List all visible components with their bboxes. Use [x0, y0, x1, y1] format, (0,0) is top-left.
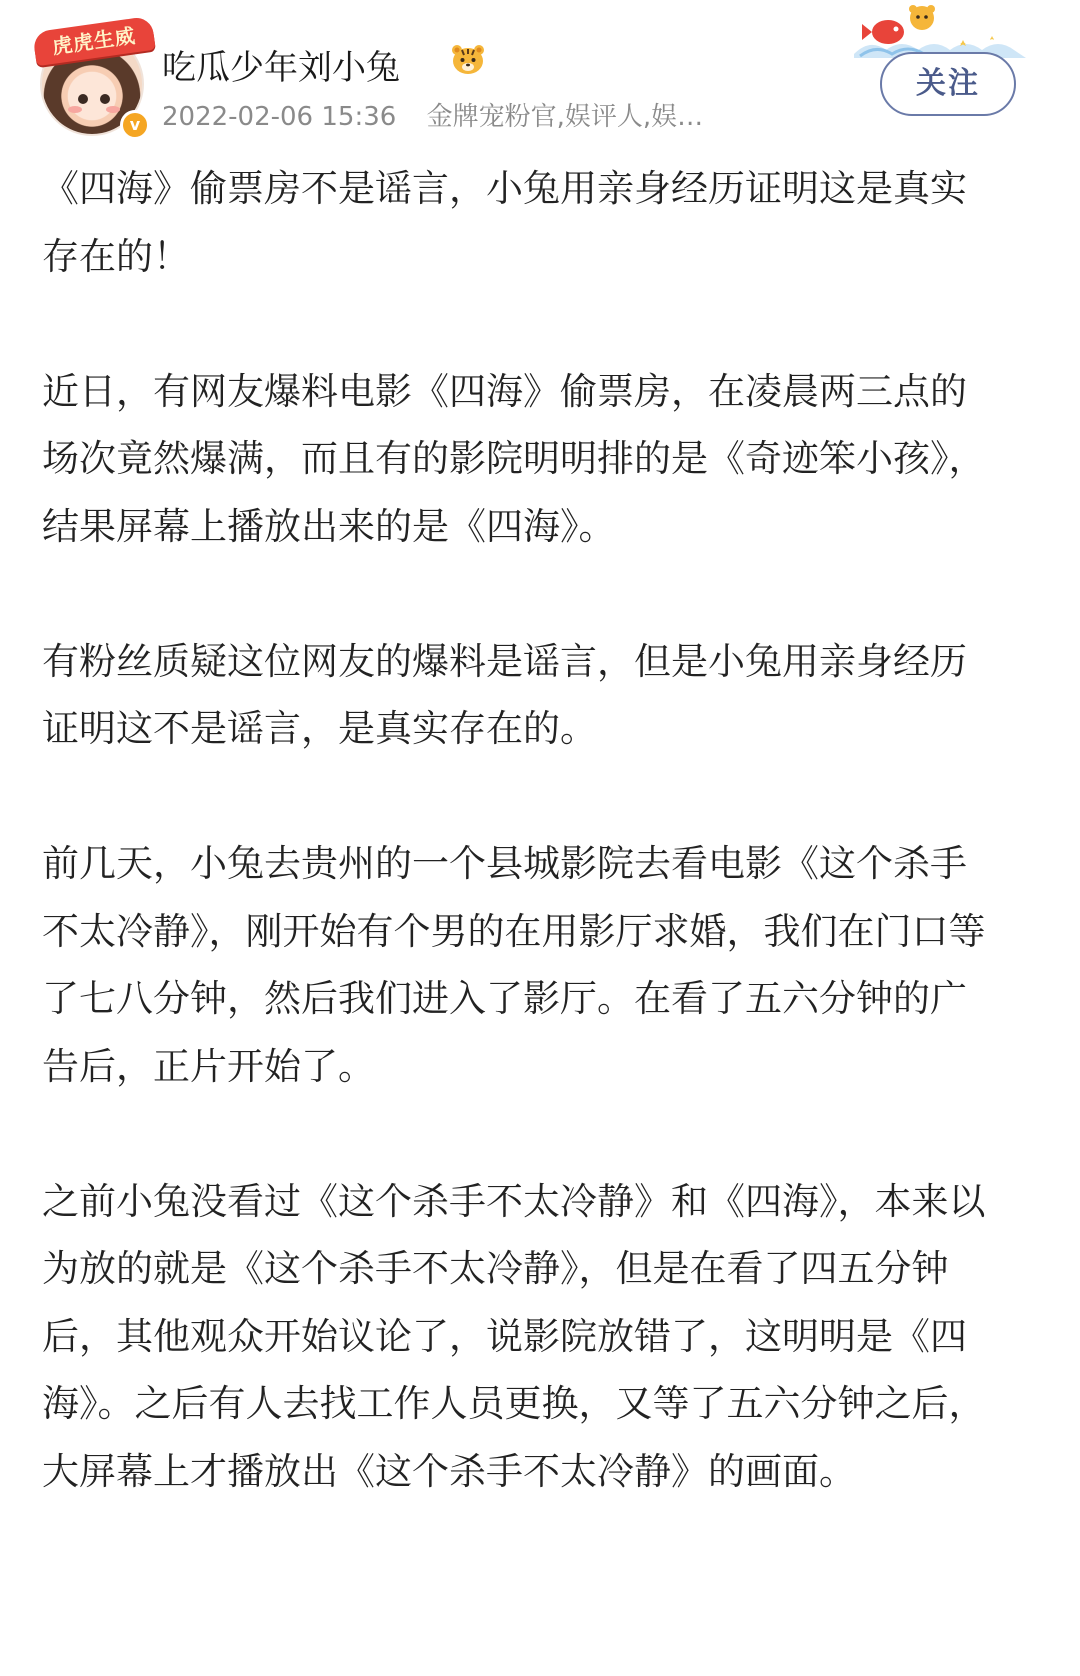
author-tags: 金牌宠粉官,娱评人,娱… — [426, 102, 704, 132]
post-paragraph: 之前小兔没看过《这个杀手不太冷静》和《四海》，本来以为放的就是《这个杀手不太冷静》，但是在看了四五分钟后，其他观众开始议论了，说影院放错了，这明明是《四海》。之后有人去找工作人员更换，又等了五六分钟之后，大屏幕上才播放出《这个杀手不太冷静》的画面。 — [42, 1179, 986, 1493]
new-year-decoration-icon — [850, 0, 1030, 60]
post-paragraph: 近日，有网友爆料电影《四海》偷票房，在凌晨两三点的场次竟然爆满，而且有的影院明明排的是《奇迹笨小孩》，结果屏幕上播放出来的是《四海》。 — [42, 369, 986, 548]
post-header — [0, 0, 1080, 150]
post-paragraph: 有粉丝质疑这位网友的爆料是谣言，但是小兔用亲身经历证明这不是谣言，是真实存在的。 — [42, 639, 967, 750]
post-paragraph: 前几天，小兔去贵州的一个县城影院去看电影《这个杀手不太冷静》，刚开始有个男的在用影厅求婚，我们在门口等了七八分钟，然后我们进入了影厅。在看了五六分钟的广告后，正片开始了。 — [42, 842, 986, 1088]
post-meta — [162, 96, 703, 133]
avatar-blush-right — [106, 106, 120, 113]
avatar-blush-left — [68, 106, 82, 113]
avatar-eye-left — [78, 94, 88, 104]
avatar-eye-right — [100, 94, 110, 104]
follow-button[interactable]: 关注 — [880, 52, 1016, 116]
post-timestamp: 2022-02-06 15:36 — [162, 102, 397, 132]
author-name[interactable]: 吃瓜少年刘小兔 — [162, 48, 400, 88]
author-avatar[interactable] — [40, 24, 152, 136]
post-paragraph: 《四海》偷票房不是谣言，小兔用亲身经历证明这是真实存在的！ — [42, 167, 967, 278]
post-body — [42, 155, 1002, 1573]
avatar-frame-badge: 虎虎生威 — [32, 16, 156, 66]
verified-icon: v — [120, 110, 150, 140]
tiger-face-icon — [450, 42, 486, 76]
